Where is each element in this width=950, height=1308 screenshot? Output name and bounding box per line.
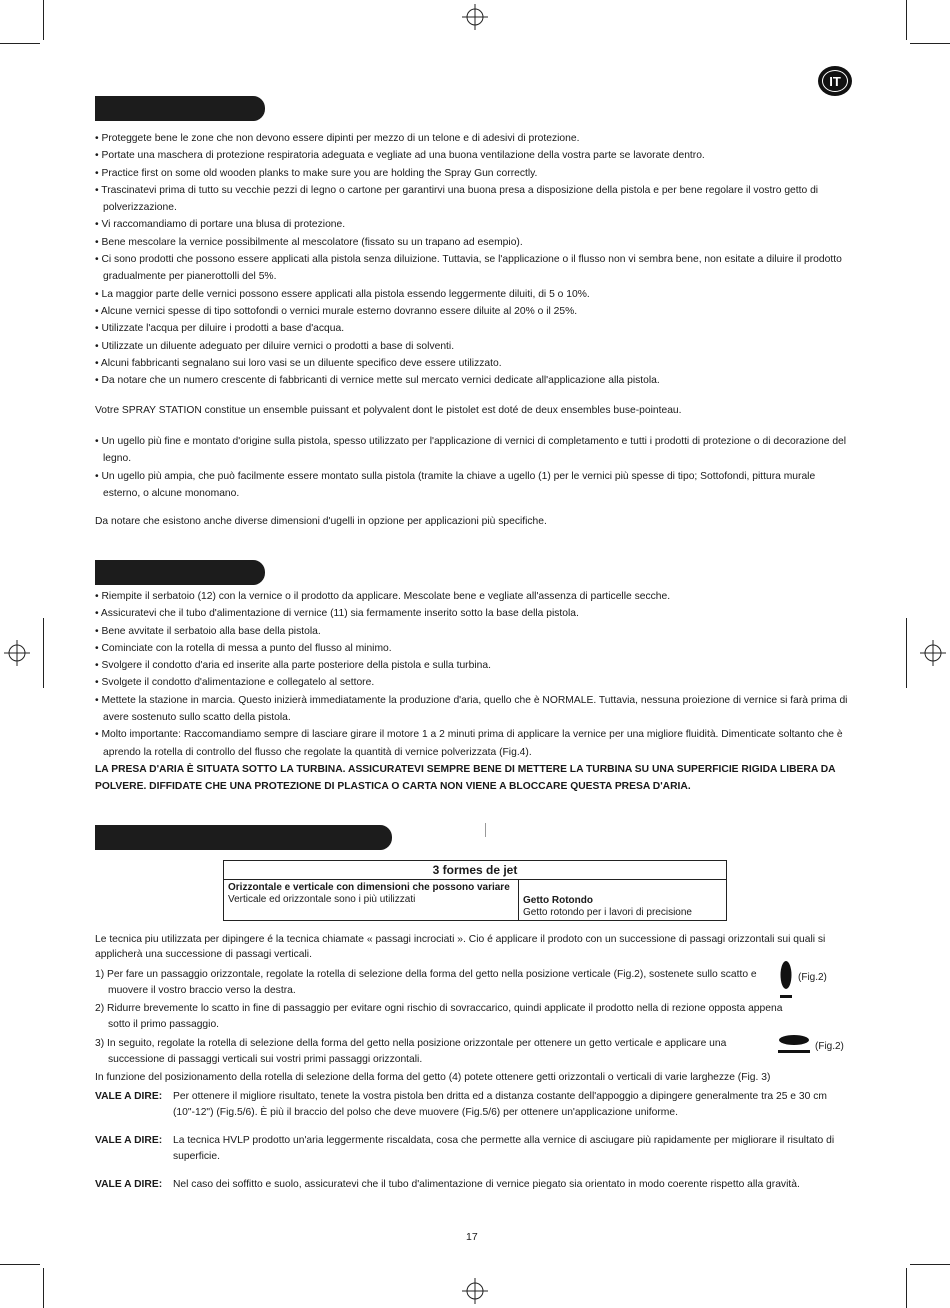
section-header-bar	[95, 825, 392, 850]
step-item: 2) Ridurre brevemente lo scatto in fine di passaggio per evitare ogni rischio di sovraccarico, quindi applicate il prodotto nella di rezione opposta appena sotto il primo passaggio.	[95, 1003, 783, 1030]
nozzle-note: Da notare che esistono anche diverse dimensioni d'ugelli in opzione per applicazioni più specifiche.	[95, 516, 547, 527]
language-badge: IT	[818, 66, 852, 96]
table-cell-heading: Getto Rotondo	[523, 895, 593, 906]
step-item: 1) Per fare un passaggio orizzontale, regolate la rotella di selezione della forma del getto nella posizione verticale (Fig.2), sostenete sullo scatto e muovere il vostro braccio verso la destra.	[95, 969, 757, 996]
bullet-item: • Alcune vernici spesse di tipo sottofondi o vernici murale esterno dovranno essere diluite al 20% o il 25%.	[95, 303, 855, 320]
crop-mark	[0, 1264, 40, 1265]
station-paragraph: Votre SPRAY STATION constitue un ensemble puissant et polyvalent dont le pistolet est doté de deux ensembles buse-pointeau.	[95, 405, 682, 416]
note-label: VALE A DIRE:	[95, 1091, 163, 1102]
bullet-item: • Trascinatevi prima di tutto su vecchie pezzi di legno o cartone per garantirvi una buona presa a disposizione della pistola e per bene regolare il vostro getto di polverizzazione.	[95, 182, 855, 217]
crop-mark	[43, 618, 44, 688]
section1-text	[95, 130, 855, 389]
bullet-item: • Svolgere il condotto d'aria ed inserite alla parte posteriore della pistola e sulla turbina.	[95, 657, 855, 674]
bullet-item: • Utilizzate un diluente adeguato per diluire vernici o prodotti a base di solventi.	[95, 338, 855, 355]
bullet-item: • Svolgete il condotto d'alimentazione e collegatelo al settore.	[95, 674, 855, 691]
vale-a-dire-note	[95, 1089, 855, 1120]
crossing-passes-intro: Le tecnica piu utilizzata per dipingere é la tecnica chiamate « passagi incrociati ». Cio é applicare il prodoto con un successione di passagi orizzontali sui quali si applicherà una successione di passagi verticali.	[95, 934, 826, 960]
bullet-item: • Alcuni fabbricanti segnalano sui loro vasi se un diluente specifico deve essere utilizzato.	[95, 355, 855, 372]
bullet-item: • Portate una maschera di protezione respiratoria adeguata e vegliate ad una buona ventilazione della vostra parte se lavorate dentro.	[95, 147, 855, 164]
section-header-bar	[95, 96, 265, 121]
bullet-item: • Bene avvitate il serbatoio alla base della pistola.	[95, 623, 855, 640]
bullet-item: • Molto importante: Raccomandiamo sempre di lasciare girare il motore 1 a 2 minuti prima di applicare la vernice per una migliore fluidità. Dimenticate soltanto che è aprendo la rotella di controllo del flusso che regolate la quantità di vernice polverizzata (Fig.4).	[95, 726, 855, 761]
horizontal-spray-pattern-icon	[776, 1034, 812, 1056]
crop-mark	[43, 1268, 44, 1308]
figure-reference: (Fig.2)	[815, 1041, 844, 1052]
table-cell-text: Getto rotondo per i lavori di precisione	[523, 906, 692, 918]
bullet-item: • Da notare che un numero crescente di fabbricanti di vernice mette sul mercato vernici dedicate all'applicazione alla pistola.	[95, 372, 855, 389]
note-label: VALE A DIRE:	[95, 1179, 163, 1190]
bullet-item: • Vi raccomandiamo di portare una blusa di protezione.	[95, 216, 855, 233]
crop-mark	[906, 1268, 907, 1308]
crop-mark	[43, 0, 44, 40]
bullet-item: • Practice first on some old wooden planks to make sure you are holding the Spray Gun correctly.	[95, 165, 855, 182]
table-cell-text: Verticale ed orizzontale sono i più utilizzati	[228, 893, 416, 905]
note-label: VALE A DIRE:	[95, 1135, 163, 1146]
figure-reference: (Fig.2)	[798, 972, 827, 983]
bullet-item: • Utilizzate l'acqua per diluire i prodotti a base d'acqua.	[95, 320, 855, 337]
bullet-item: • Cominciate con la rotella di messa a punto del flusso al minimo.	[95, 640, 855, 657]
crop-mark	[910, 1264, 950, 1265]
nozzle-list	[95, 433, 855, 502]
bullet-item: • Mettete la stazione in marcia. Questo inizierà immediatamente la produzione d'aria, quello che è NORMALE. Tuttavia, nessuna proiezione di vernice si farà prima di avere sostenuto sullo scatto della pistola.	[95, 692, 855, 727]
bullet-item: • Un ugello più ampia, che può facilmente essere montato sulla pistola (tramite la chiave a ugello (1) per le vernici più spesse di tipo; Sottofondi, pittura murale esterno, o alcune monomano.	[95, 468, 855, 503]
crop-mark	[906, 618, 907, 688]
divider	[485, 823, 486, 837]
section-header-bar	[95, 560, 265, 585]
spray-patterns-table	[223, 860, 727, 921]
registration-mark-icon	[4, 640, 30, 666]
crop-mark	[906, 0, 907, 40]
bullet-item: • Assicuratevi che il tubo d'alimentazione di vernice (11) sia fermamente inserito sotto la base della pistola.	[95, 605, 855, 622]
registration-mark-icon	[920, 640, 946, 666]
bullet-item: • Ci sono prodotti che possono essere applicati alla pistola senza diluizione. Tuttavia, se l'applicazione o il flusso non vi sembra bene, non esitate a diluire il prodotto gradualmente per pianerottolli del 5%.	[95, 251, 855, 286]
note-text: Nel caso dei soffitto e suolo, assicuratevi che il tubo d'alimentazione di vernice piegato sia orientato in modo coerente rispetto alla gravità.	[173, 1179, 800, 1190]
page-number: 17	[466, 1231, 478, 1243]
air-intake-warning: LA PRESA D'ARIA È SITUATA SOTTO LA TURBINA. ASSICURATEVI SEMPRE BENE DI METTERE LA TURBINA SU UNA SUPERFICIE RIGIDA LIBERA DA POLVERE. DIFFIDATE CHE UNA PROTEZIONE DI PLASTICA O CARTA NON VIENE A BLOCCARE QUESTA PRESA D'ARIA.	[95, 763, 836, 793]
bullet-item: • Proteggete bene le zone che non devono essere dipinti per mezzo di un telone e di adesivi di protezione.	[95, 130, 855, 147]
bullet-item: • La maggior parte delle vernici possono essere applicati alla pistola essendo leggermente diluiti, di 5 o 10%.	[95, 286, 855, 303]
step-item: 3) In seguito, regolate la rotella di selezione della forma del getto nella posizione orizzontale per ottenere un getto verticale e applicare una successione di passaggi verticali sui vostri primi passaggi orizzontali.	[95, 1038, 727, 1065]
table-cell-heading: Orizzontale e verticale con dimensioni che possono variare	[228, 882, 510, 893]
bullet-item: • Bene mescolare la vernice possibilmente al mescolatore (fissato su un trapano ad esempio).	[95, 234, 855, 251]
positioning-note: In funzione del posizionamento della rotella di selezione della forma del getto (4) potete ottenere getti orizzontali o verticali di varie larghezze (Fig. 3)	[95, 1072, 771, 1083]
registration-mark-icon	[462, 4, 488, 30]
vale-a-dire-note	[95, 1133, 855, 1164]
table-title: 3 formes de jet	[224, 861, 727, 880]
crop-mark	[0, 43, 40, 44]
bullet-item: • Riempite il serbatoio (12) con la vernice o il prodotto da applicare. Mescolate bene e vegliate all'assenza di particelle secche.	[95, 588, 855, 605]
vertical-spray-pattern-icon	[778, 960, 794, 1000]
vale-a-dire-note	[95, 1177, 855, 1193]
bullet-item: • Un ugello più fine e montato d'origine sulla pistola, spesso utilizzato per l'applicazione di vernici di completamento e tutti i prodotti di protezione o di decorazione del legno.	[95, 433, 855, 468]
section2-text	[95, 588, 855, 796]
registration-mark-icon	[462, 1278, 488, 1304]
crop-mark	[910, 43, 950, 44]
table-cell	[224, 880, 519, 921]
note-text: La tecnica HVLP prodotto un'aria leggermente riscaldata, cosa che permette alla vernice di asciugare più rapidamente per migliorare il risultato di superficie.	[173, 1135, 835, 1162]
table-cell	[519, 880, 727, 921]
note-text: Per ottenere il migliore risultato, tenete la vostra pistola ben dritta ed a distanza costante dell'appoggio a dipingere generalmente tra 25 e 30 cm (10"-12") (Fig.5/6). È più il braccio del polso che deve muovere (Fig.5/6) per ottenere un'applicazione uniforme.	[173, 1091, 827, 1118]
